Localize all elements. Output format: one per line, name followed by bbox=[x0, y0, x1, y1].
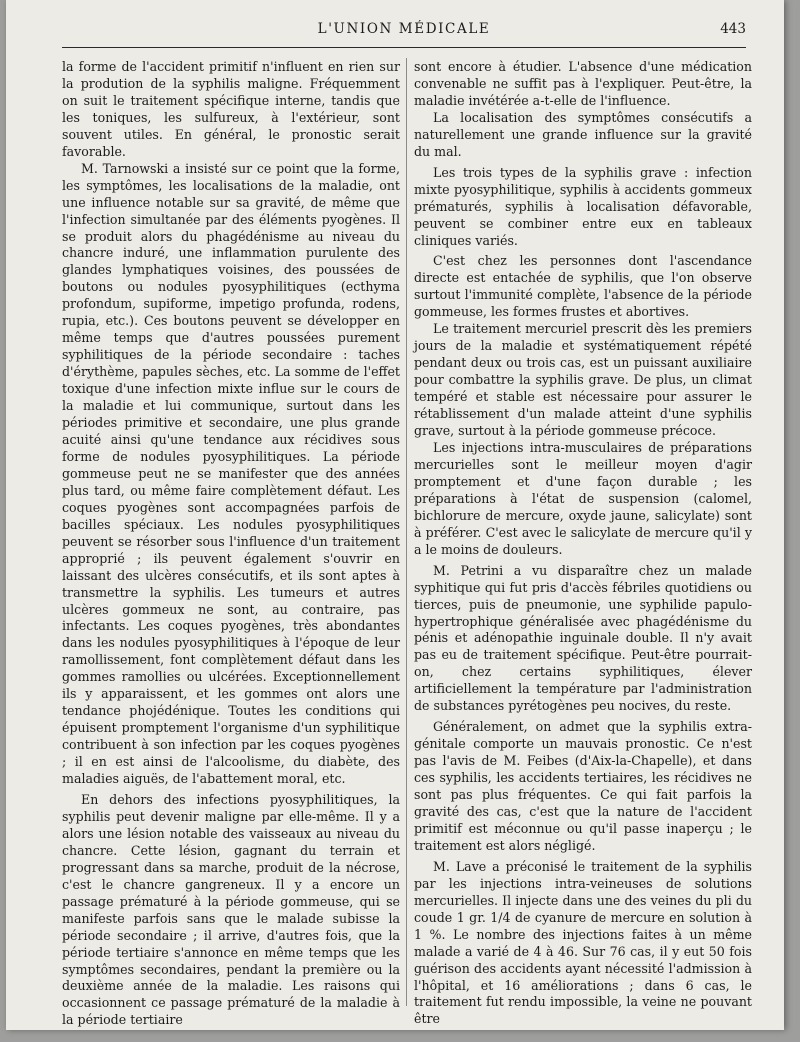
header-rule bbox=[62, 47, 746, 48]
paragraph: M. Lave a préconisé le traitement de la syphilis par les injections intra-veineuses de solutions mercurielles. Il injecte dans une des veines du pli du coude 1 gr. 1/4 de cyanure de mercure en solution à 1 %. Le nombre des injections faites à un même malade a varié de 4 à 46. Sur 76 cas, il y eut 50 fois guérison des accidents ayant nécessité l'admission à l'hôpital, et 16 améliorations ; dans 6 cas, le traitement fut rendu impossible, la veine ne pouvant être bbox=[414, 858, 752, 1027]
paragraph: Généralement, on admet que la syphilis extra-génitale comporte un mauvais pronostic. Ce n'est pas l'avis de M. Feibes (d'Aix-la-Chapelle), et dans ces syphilis, les accidents tertiaires, les récidives ne sont pas plus fréquentes. Ce qui fait parfois la gravité des cas, c'est que la nature de l'accident primitif est méconnue ou qu'il passe inaperçu ; le traitement est alors négligé. bbox=[414, 719, 752, 853]
journal-title: L'UNION MÉDICALE bbox=[317, 21, 491, 37]
left-column bbox=[62, 59, 400, 1029]
column-divider bbox=[406, 58, 407, 1006]
paragraph: M. Petrini a vu disparaître chez un malade syphitique qui fut pris d'accès fébriles quotidiens ou tierces, puis de pneumonie, une syphilide papulo-hypertrophique généralisée avec phagédénisme du pénis et adénopathie inguinale double. Il n'y avait pas eu de traitement spécifique. Peut-être pourrait-on, chez certains syphilitiques, élever artificiellement la température par l'administration de substances pyrétogènes peu nocives, du reste. bbox=[414, 562, 752, 714]
paragraph: M. Tarnowski a insisté sur ce point que la forme, les symptômes, les localisations de la maladie, ont une influence notable sur sa gravité, de même que l'infection simultanée par des éléments pyogènes. Il se produit alors du phagédénisme au niveau du chancre induré, une inflammation purulente des glandes lymphatiques voisines, des poussées de boutons ou nodules pyosyphilitiques (ecthyma profondum, supiforme, impetigo profunda, rodens, rupia, etc.). Ces boutons peuvent se développer en même temps que d'autres poussées purement syphilitiques de la période secondaire : taches d'érythème, papules sèches, etc. La somme de l'effet toxique d'une infection mixte influe sur le cours de la maladie et lui communique, surtout dans les périodes primitive et secondaire, une plus grande acuité ainsi qu'une tendance aux récidives sous forme de nodules pyosyphilitiques. La période gommeuse peut ne se manifester que des années plus tard, ou même faire complètement défaut. Les coques pyogènes sont accompagnées parfois de bacilles spéciaux. Les nodules pyosyphilitiques peuvent se résorber sous l'influence d'un traitement approprié ; ils peuvent également s'ouvrir en laissant des ulcères consécutifs, et ils sont aptes à transmettre la syphilis. Les tumeurs et autres ulcères gommeux ne sont, au contraire, pas infectants. Les coques pyogènes, très abondantes dans les nodules pyosyphilitiques à l'époque de leur ramollissement, font complètement défaut dans les gommes ramollies ou ulcérées. Exceptionnellement ils y apparaissent, et les gommes ont alors une tendance phojédénique. Toutes les conditions qui épuisent promptement l'organisme d'un syphilitique contribuent à son infection par les coques pyogènes ; il en est ainsi de l'alcoolisme, du diabète, des maladies aiguës, de l'abattement moral, etc. bbox=[62, 160, 400, 787]
paragraph: C'est chez les personnes dont l'ascendance directe est entachée de syphilis, que l'on observe surtout l'immunité complète, l'absence de la période gommeuse, les formes frustes et abortives. bbox=[414, 253, 752, 320]
paragraph: Les trois types de la syphilis grave : infection mixte pyosyphilitique, syphilis à accidents gommeux prématurés, syphilis à localisation défavorable, peuvent se combiner entre eux en tableaux cliniques variés. bbox=[414, 164, 752, 248]
paragraph: Le traitement mercuriel prescrit dès les premiers jours de la maladie et systématiquement répété pendant deux ou trois cas, est un puissant auxiliaire pour combattre la syphilis grave. De plus, un climat tempéré et stable est nécessaire pour assurer le rétablissement d'un malade atteint d'une syphilis grave, surtout à la période gommeuse précoce. bbox=[414, 321, 752, 439]
document-page bbox=[6, 0, 784, 1030]
paragraph: sont encore à étudier. L'absence d'une médication convenable ne suffit pas à l'expliquer. Peut-être, la maladie invétérée a-t-elle de l'influence. bbox=[414, 59, 752, 108]
paragraph: En dehors des infections pyosyphilitiques, la syphilis peut devenir maligne par elle-même. Il y a alors une lésion notable des vaisseaux au niveau du chancre. Cette lésion, gagnant du terrain et progressant dans sa marche, produit de la nécrose, c'est le chancre gangreneux. Il y a encore un passage prématuré à la période gommeuse, qui se manifeste parfois sans que le malade subisse la période secondaire ; il arrive, d'autres fois, que la période tertiaire s'annonce en même temps que les symptômes secondaires, pendant la première ou la deuxième année de la maladie. Les raisons qui occasionnent ce passage prématuré de la maladie à la période tertiaire bbox=[62, 791, 400, 1028]
right-column bbox=[414, 59, 752, 1028]
paragraph: Les injections intra-musculaires de préparations mercurielles sont le meilleur moyen d'agir promptement et d'une façon durable ; les préparations à l'état de suspension (calomel, bichlorure de mercure, oxyde jaune, salicylate) sont à préférer. C'est avec le salicylate de mercure qu'il y a le moins de douleurs. bbox=[414, 439, 752, 557]
paragraph: la forme de l'accident primitif n'influent en rien sur la prodution de la syphilis maligne. Fréquemment on suit le traitement spécifique interne, tandis que les toniques, les sulfureux, à l'extérieur, sont souvent utiles. En général, le pronostic serait favorable. bbox=[62, 59, 400, 159]
running-header bbox=[62, 20, 746, 42]
paragraph: La localisation des symptômes consécutifs a naturellement une grande influence sur la gravité du mal. bbox=[414, 109, 752, 159]
page-number: 443 bbox=[720, 21, 746, 37]
